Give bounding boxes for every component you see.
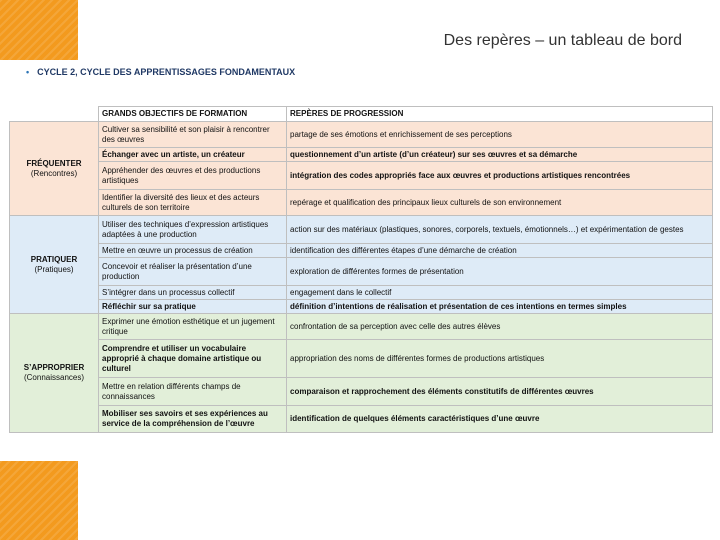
objective-cell: Appréhender des œuvres et des productions artistiques: [99, 162, 287, 190]
section-subtitle: (Pratiques): [34, 264, 74, 274]
objective-cell: S’intégrer dans un processus collectif: [99, 286, 287, 300]
progression-cell: repérage et qualification des principaux lieux culturels de son environnement: [287, 190, 713, 216]
table-header-row: [10, 107, 713, 122]
objective-cell: Mettre en œuvre un processus de création: [99, 244, 287, 258]
progression-cell: comparaison et rapprochement des éléments constitutifs de différentes œuvres: [287, 378, 713, 406]
table-row: [10, 244, 713, 258]
table-row: [10, 216, 713, 244]
progression-cell: engagement dans le collectif: [287, 286, 713, 300]
page-title: Des repères – un tableau de bord: [443, 32, 682, 49]
section-label-sapproprier: [10, 314, 99, 433]
objective-cell: Cultiver sa sensibilité et son plaisir à rencontrer des œuvres: [99, 122, 287, 148]
section-title: PRATIQUER: [30, 254, 78, 264]
decorative-corner-bottom: [0, 461, 78, 540]
progression-cell: partage de ses émotions et enrichissement de ses perceptions: [287, 122, 713, 148]
progression-cell: action sur des matériaux (plastiques, sonores, corporels, textuels, émotionnels…) et expérimentation de gestes: [287, 216, 713, 244]
objective-cell: Mettre en relation différents champs de connaissances: [99, 378, 287, 406]
table-row: [10, 258, 713, 286]
progression-cell: intégration des codes appropriés face aux œuvres et productions artistiques rencontrées: [287, 162, 713, 190]
section-label-frequenter: [10, 122, 99, 216]
section-pratiquer: [10, 216, 713, 314]
bullet-icon: •: [26, 67, 30, 77]
objective-cell: Utiliser des techniques d’expression artistiques adaptées à une production: [99, 216, 287, 244]
objective-cell: Exprimer une émotion esthétique et un jugement critique: [99, 314, 287, 340]
col-header-objectives: GRANDS OBJECTIFS DE FORMATION: [99, 107, 287, 122]
table-row: [10, 300, 713, 314]
progression-cell: confrontation de sa perception avec celle des autres élèves: [287, 314, 713, 340]
table-row: [10, 314, 713, 340]
table-row: [10, 378, 713, 406]
section-subtitle: (Connaissances): [23, 373, 85, 382]
section-frequenter: [10, 122, 713, 216]
table-row: [10, 406, 713, 433]
header-corner: [10, 107, 99, 122]
section-title: S’APPROPRIER: [23, 363, 85, 372]
progression-cell: définition d’intentions de réalisation et présentation de ces intentions en termes simples: [287, 300, 713, 314]
objective-cell: Identifier la diversité des lieux et des acteurs culturels de son territoire: [99, 190, 287, 216]
table-row: [10, 190, 713, 216]
progression-cell: identification de quelques éléments caractéristiques d’une œuvre: [287, 406, 713, 433]
objective-cell: Comprendre et utiliser un vocabulaire approprié à chaque domaine artistique ou culturel: [99, 340, 287, 378]
progression-cell: appropriation des noms de différentes formes de productions artistiques: [287, 340, 713, 378]
progression-cell: questionnement d’un artiste (d’un créateur) sur ses œuvres et sa démarche: [287, 148, 713, 162]
cycle-heading: [26, 67, 295, 77]
objective-cell: Échanger avec un artiste, un créateur: [99, 148, 287, 162]
progression-table: [9, 106, 713, 433]
table-row: [10, 122, 713, 148]
section-subtitle: (Rencontres): [30, 168, 78, 178]
cycle-heading-text: CYCLE 2, CYCLE DES APPRENTISSAGES FONDAMENTAUX: [37, 67, 296, 77]
progression-cell: identification des différentes étapes d’une démarche de création: [287, 244, 713, 258]
table-row: [10, 286, 713, 300]
section-title: FRÉQUENTER: [26, 158, 82, 168]
objective-cell: Mobiliser ses savoirs et ses expériences au service de la compréhension de l’œuvre: [99, 406, 287, 433]
table-row: [10, 340, 713, 378]
table-row: [10, 162, 713, 190]
objective-cell: Concevoir et réaliser la présentation d’une production: [99, 258, 287, 286]
objective-cell: Réfléchir sur sa pratique: [99, 300, 287, 314]
progression-cell: exploration de différentes formes de présentation: [287, 258, 713, 286]
section-sapproprier: [10, 314, 713, 433]
col-header-progression: REPÈRES DE PROGRESSION: [287, 107, 713, 122]
table-row: [10, 148, 713, 162]
section-label-pratiquer: [10, 216, 99, 314]
decorative-corner-top: [0, 0, 78, 60]
